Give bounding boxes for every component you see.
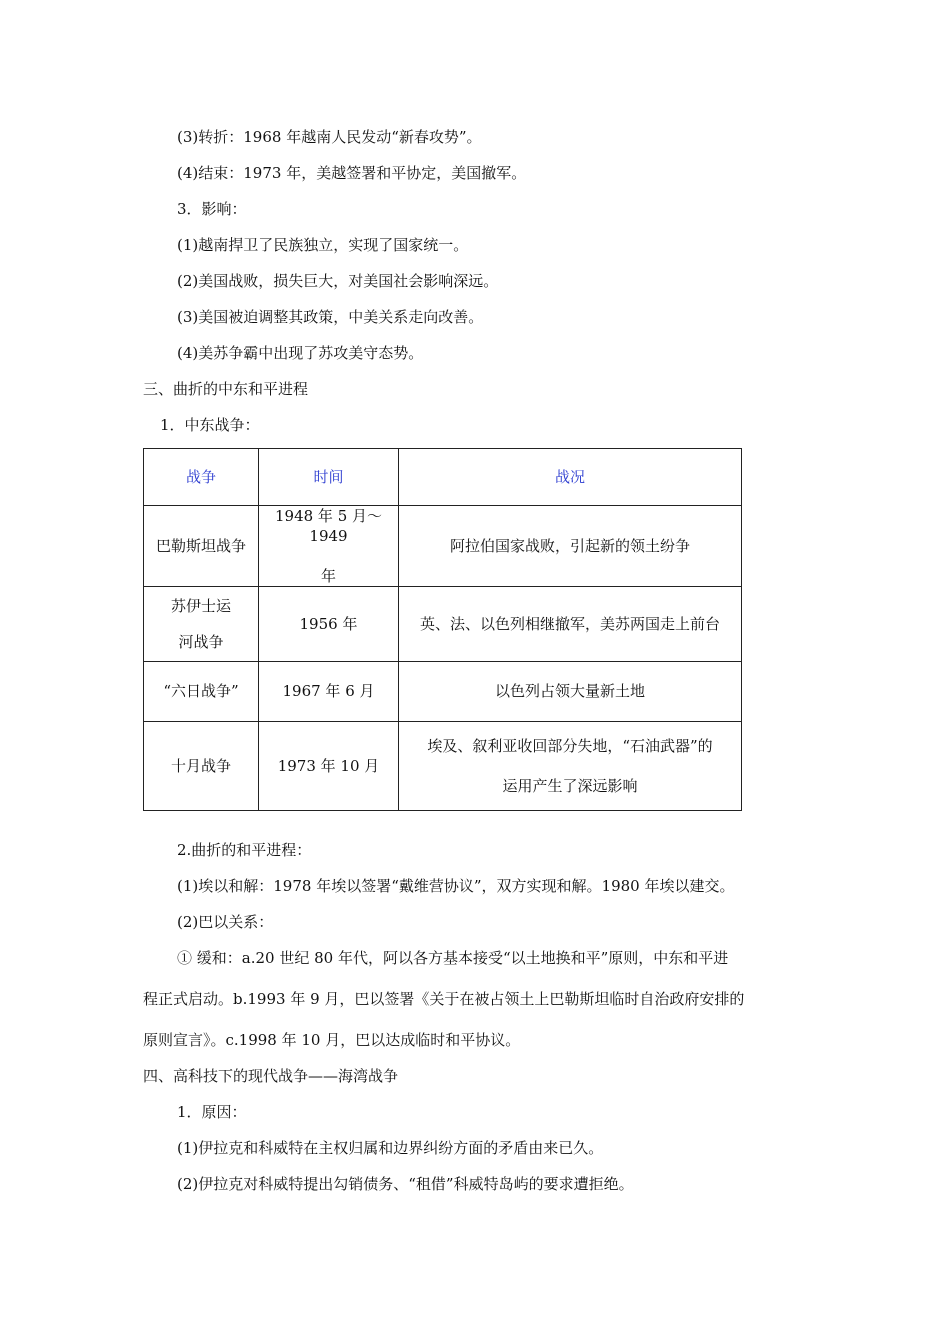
cell-time: 1973 年 10 月	[259, 722, 399, 811]
section-heading: 三、曲折的中东和平进程	[143, 380, 309, 398]
sub-heading: 1．中东战争：	[160, 416, 260, 434]
table-row	[144, 506, 742, 587]
text-line: (1)伊拉克和科威特在主权归属和边界纠纷方面的矛盾由来已久。	[177, 1139, 604, 1157]
text-line: 原则宣言》。c.1998 年 10 月，巴以达成临时和平协议。	[143, 1031, 521, 1049]
cell-war: 苏伊士运 河战争	[144, 587, 259, 662]
middle-east-wars-table	[143, 448, 742, 811]
cell-situation: 埃及、叙利亚收回部分失地，“石油武器”的 运用产生了深远影响	[399, 722, 742, 811]
header-war: 战争	[144, 449, 259, 506]
text-line: (4)美苏争霸中出现了苏攻美守态势。	[177, 344, 424, 362]
cell-situation: 阿拉伯国家战败，引起新的领土纷争	[399, 506, 742, 587]
table-row	[144, 587, 742, 662]
text-line: (2)伊拉克对科威特提出勾销债务、“租借”科威特岛屿的要求遭拒绝。	[177, 1175, 634, 1193]
cell-situation: 以色列占领大量新土地	[399, 662, 742, 722]
cell-time: 1967 年 6 月	[259, 662, 399, 722]
text-line: 程正式启动。b.1993 年 9 月，巴以签署《关于在被占领土上巴勒斯坦临时自治政府安排的	[143, 990, 745, 1008]
table-row	[144, 662, 742, 722]
text-line: (3)转折：1968 年越南人民发动“新春攻势”。	[177, 128, 482, 146]
section-heading: 四、高科技下的现代战争——海湾战争	[143, 1067, 399, 1085]
text-line: (2)美国战败，损失巨大，对美国社会影响深远。	[177, 272, 499, 290]
header-situation: 战况	[399, 449, 742, 506]
text-line: 3．影响：	[177, 200, 247, 218]
text-line: (2)巴以关系：	[177, 913, 274, 931]
table-row	[144, 722, 742, 811]
text-line: (1)埃以和解：1978 年埃以签署“戴维营协议”，双方实现和解。1980 年埃以建交。	[177, 877, 735, 895]
cell-time: 1956 年	[259, 587, 399, 662]
text-line: (3)美国被迫调整其政策，中美关系走向改善。	[177, 308, 484, 326]
table-header-row	[144, 449, 742, 506]
cell-war: 巴勒斯坦战争	[144, 506, 259, 587]
text-line: (4)结束：1973 年，美越签署和平协定，美国撤军。	[177, 164, 527, 182]
cell-situation: 英、法、以色列相继撤军，美苏两国走上前台	[399, 587, 742, 662]
text-line: (1)越南捍卫了民族独立，实现了国家统一。	[177, 236, 469, 254]
sub-heading: 2.曲折的和平进程：	[177, 841, 312, 859]
header-time: 时间	[259, 449, 399, 506]
cell-war: “六日战争”	[144, 662, 259, 722]
sub-heading: 1．原因：	[177, 1103, 247, 1121]
text-line: ① 缓和：a.20 世纪 80 年代，阿以各方基本接受“以土地换和平”原则，中东和平进	[177, 949, 729, 967]
cell-war: 十月战争	[144, 722, 259, 811]
cell-time: 1948 年 5 月～1949 年	[259, 506, 399, 587]
